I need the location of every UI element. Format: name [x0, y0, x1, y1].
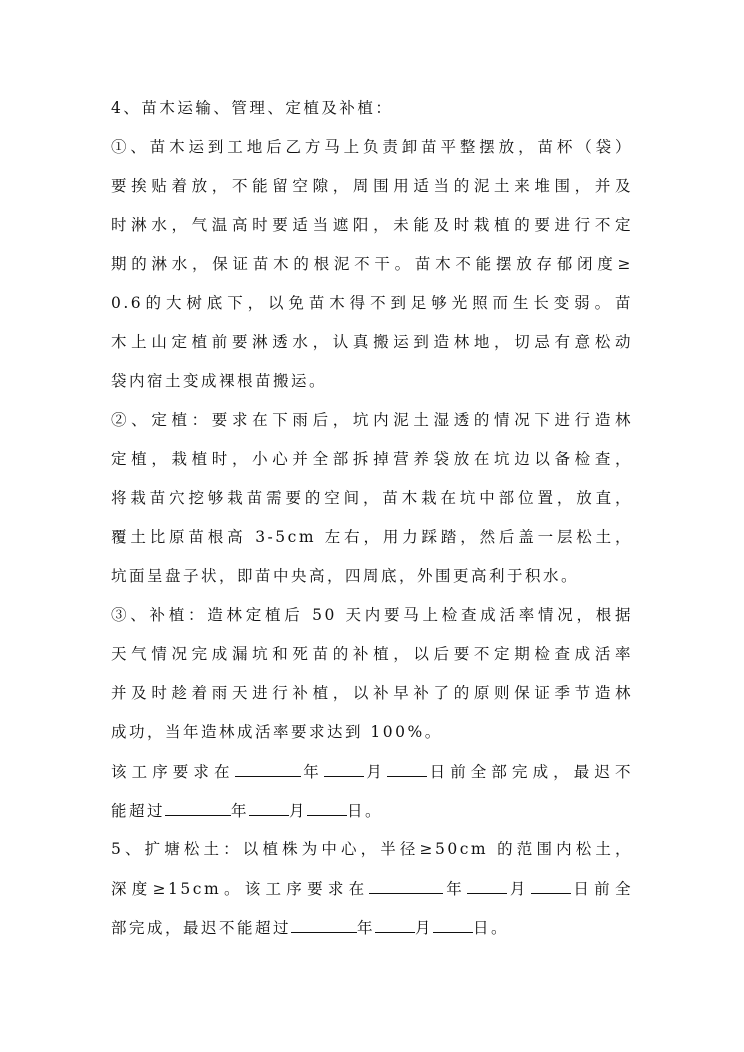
year-label: 年: [443, 880, 468, 898]
paragraph-3-line: 成功，当年造林成活率要求达到 100%。: [111, 723, 443, 741]
paragraph-2-line: 定植，栽植时，小心并全部拆掉营养袋放在坑边以备检查，: [111, 450, 633, 468]
paragraph-1-line: ①、苗木运到工地后乙方马上负责卸苗平整摆放，苗杯（袋）: [111, 138, 633, 156]
document-page: [111, 95, 633, 953]
year-blank[interactable]: [291, 914, 357, 933]
month-label: 月: [507, 880, 531, 898]
paragraph-3-line: 并及时趁着雨天进行补植，以补早补了的原则保证季节造林: [111, 684, 633, 702]
month-label: 月: [363, 763, 387, 781]
deadline-text: 日。: [473, 919, 510, 937]
day-blank[interactable]: [531, 875, 571, 894]
deadline-text: 能超过: [111, 802, 166, 820]
section-4-heading: 4、苗木运输、管理、定植及补植：: [111, 99, 394, 117]
year-label: 年: [231, 802, 250, 820]
paragraph-1-line: 要挨贴着放，不能留空隙，周围用适当的泥土来堆围，并及: [111, 177, 633, 195]
paragraph-2-line: 将栽苗穴挖够栽苗需要的空间，苗木栽在坑中部位置，放直，: [111, 489, 633, 507]
paragraph-1-line: 0.6的大树底下，以免苗木得不到足够光照而生长变弱。苗: [111, 294, 633, 312]
year-blank[interactable]: [235, 758, 301, 777]
day-blank[interactable]: [387, 758, 427, 777]
paragraph-2-line: 坑面呈盘子状，即苗中央高，四周底，外围更高利于积水。: [111, 567, 580, 585]
deadline-line: [111, 758, 633, 797]
month-blank[interactable]: [249, 797, 289, 816]
month-blank[interactable]: [375, 914, 415, 933]
year-blank[interactable]: [369, 875, 443, 894]
month-blank[interactable]: [467, 875, 507, 894]
year-label: 年: [357, 919, 376, 937]
day-blank[interactable]: [433, 914, 473, 933]
deadline-text: 日前全: [570, 880, 633, 898]
paragraph-2-line: 覆土比原苗根高 3-5cm 左右，用力踩踏，然后盖一层松土，: [111, 528, 633, 546]
paragraph-2-line: ②、定植：要求在下雨后，坑内泥土湿透的情况下进行造林: [111, 411, 633, 429]
paragraph-3-line: 天气情况完成漏坑和死苗的补植，以后要不定期检查成活率: [111, 645, 633, 663]
paragraph-1-line: 袋内宿土变成裸根苗搬运。: [111, 372, 328, 390]
month-label: 月: [415, 919, 434, 937]
section-5-deadline-line: [111, 875, 633, 914]
section-5-latest-line: [111, 914, 633, 953]
year-label: 年: [300, 763, 324, 781]
deadline-text: 日。: [347, 802, 384, 820]
deadline-text: 该工序要求在: [111, 763, 235, 781]
year-blank[interactable]: [165, 797, 231, 816]
day-blank[interactable]: [307, 797, 347, 816]
deadline-text: 部完成，最迟不能超过: [111, 919, 292, 937]
deadline-text: 日前全部完成，最迟不: [427, 763, 633, 781]
latest-deadline-line: [111, 797, 633, 836]
deadline-text: 深度≥15cm。该工序要求在: [111, 880, 370, 898]
section-5-line: 5、扩塘松土：以植株为中心，半径≥50cm 的范围内松土，: [111, 840, 633, 858]
paragraph-1-line: 时淋水，气温高时要适当遮阳，未能及时栽植的要进行不定: [111, 216, 633, 234]
month-blank[interactable]: [324, 758, 364, 777]
paragraph-3-line: ③、补植：造林定植后 50 天内要马上检查成活率情况，根据: [111, 606, 633, 624]
paragraph-1-line: 木上山定植前要淋透水，认真搬运到造林地，切忌有意松动: [111, 333, 633, 351]
paragraph-1-line: 期的淋水，保证苗木的根泥不干。苗木不能摆放存郁闭度≥: [111, 255, 633, 273]
month-label: 月: [289, 802, 308, 820]
